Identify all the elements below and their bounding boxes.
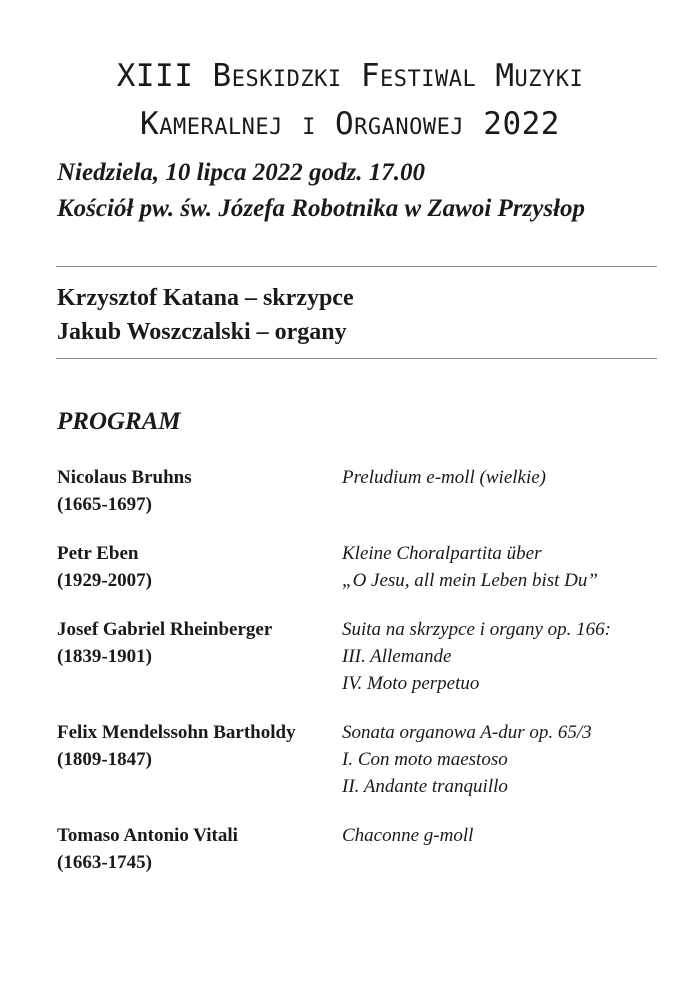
work-line: Chaconne g-moll [342, 825, 474, 846]
work-block [342, 822, 657, 849]
composer-block [57, 616, 342, 670]
composer-years: (1665-1697) [57, 494, 152, 515]
work-line: I. Con moto maestoso [342, 749, 508, 770]
performer-organ: Jakub Woszczalski – organy [57, 319, 347, 345]
composer-years: (1663-1745) [57, 852, 152, 873]
work-line: „O Jesu, all mein Leben bist Du” [342, 570, 598, 591]
composer-block [57, 464, 342, 518]
event-venue: Kościół pw. św. Józefa Robotnika w Zawoi Przysłop [57, 195, 586, 222]
event-date-time: Niedziela, 10 lipca 2022 godz. 17.00 [57, 159, 426, 186]
work-line: Kleine Choralpartita über [342, 543, 542, 564]
performers-list [57, 281, 657, 349]
composer-name: Petr Eben [57, 543, 139, 564]
divider-top [56, 266, 657, 267]
event-info [57, 155, 677, 227]
program-item [57, 464, 657, 518]
work-line: Preludium e-moll (wielkie) [342, 467, 547, 488]
festival-title-line-2: Kameralnej i Organowej 2022 [140, 106, 560, 142]
program-item [57, 822, 657, 876]
work-block [342, 616, 657, 697]
program-list [57, 464, 657, 898]
program-item [57, 616, 657, 697]
work-line: II. Andante tranquillo [342, 776, 508, 797]
program-item [57, 540, 657, 594]
composer-years: (1809-1847) [57, 749, 152, 770]
program-heading: PROGRAM [57, 408, 181, 435]
work-block [342, 719, 657, 800]
work-line: Suita na skrzypce i organy op. 166: [342, 619, 611, 640]
composer-name: Nicolaus Bruhns [57, 467, 192, 488]
work-line: IV. Moto perpetuo [342, 673, 480, 694]
work-line: Sonata organowa A-dur op. 65/3 [342, 722, 592, 743]
festival-title-line-1: XIII Beskidzki Festiwal Muzyki [116, 58, 584, 94]
composer-years: (1929-2007) [57, 570, 152, 591]
work-block [342, 540, 657, 594]
composer-name: Tomaso Antonio Vitali [57, 825, 238, 846]
work-block [342, 464, 657, 491]
composer-years: (1839-1901) [57, 646, 152, 667]
composer-name: Felix Mendelssohn Bartholdy [57, 722, 296, 743]
work-line: III. Allemande [342, 646, 452, 667]
composer-block [57, 719, 342, 773]
composer-block [57, 540, 342, 594]
performer-violin: Krzysztof Katana – skrzypce [57, 285, 354, 311]
program-item [57, 719, 657, 800]
composer-block [57, 822, 342, 876]
divider-bottom [56, 358, 657, 359]
festival-title [0, 52, 700, 148]
composer-name: Josef Gabriel Rheinberger [57, 619, 273, 640]
